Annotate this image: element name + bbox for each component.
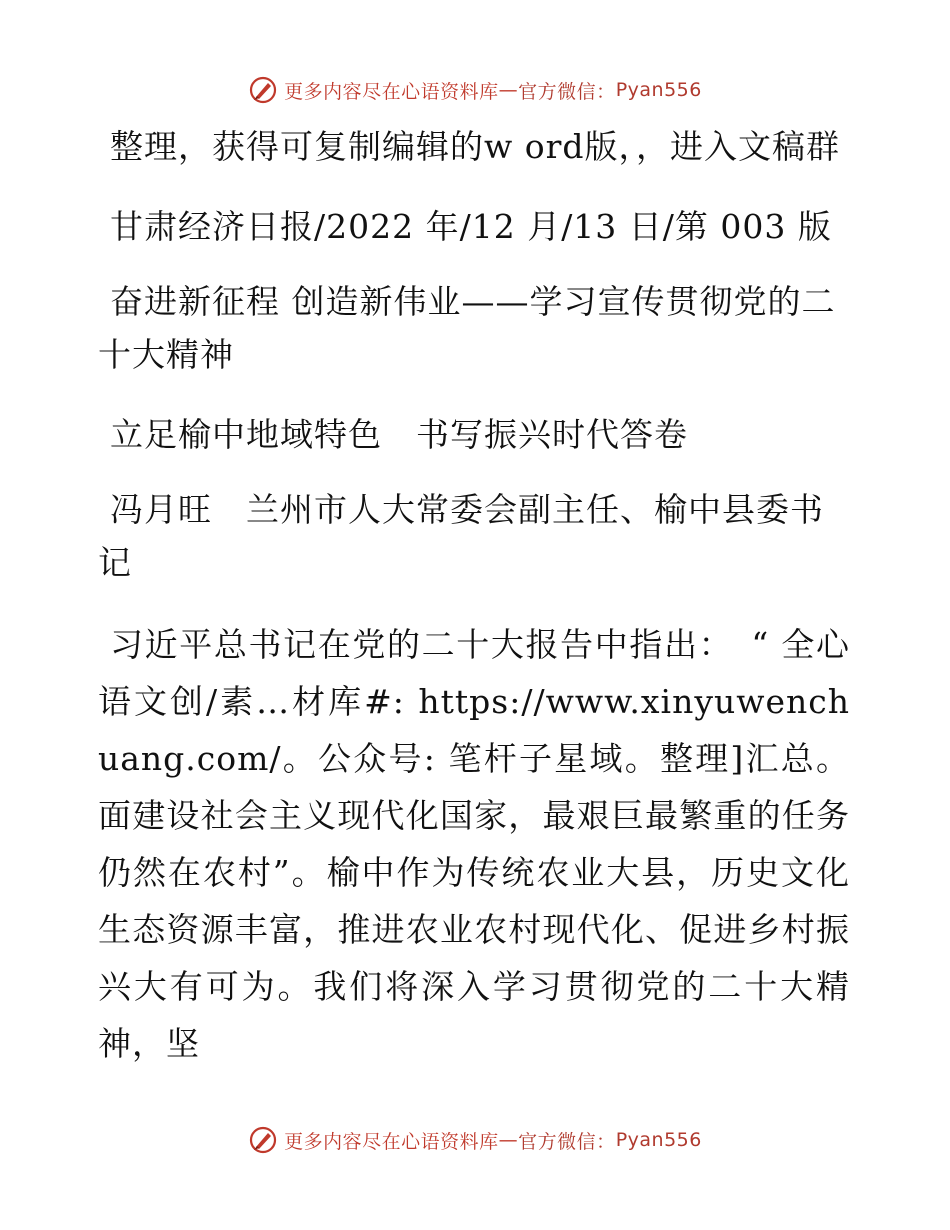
banner-text: 更多内容尽在心语资料库 xyxy=(284,80,499,103)
banner-wechat-id: Pyan556 xyxy=(615,1129,702,1151)
column-heading: 奋进新征程 创造新伟业——学习宣传贯彻党的二十大精神 xyxy=(98,282,836,374)
banner-wechat-label: 官方微信： xyxy=(518,80,616,103)
quill-logo-icon xyxy=(248,1125,278,1155)
banner-separator: — xyxy=(498,79,519,101)
banner-wechat-id: Pyan556 xyxy=(615,79,702,101)
footer-banner xyxy=(0,1120,950,1160)
header-banner xyxy=(0,70,950,110)
banner-separator: — xyxy=(498,1129,519,1151)
source-line: 甘肃经济日报/2022 年/12 月/13 日/第 003 版 xyxy=(110,207,832,246)
banner-wechat-label: 官方微信： xyxy=(518,1130,616,1153)
quill-logo-icon xyxy=(248,75,278,105)
intro-paragraph: 整理，获得可复制编辑的w ord版，，进入文稿群 xyxy=(110,127,841,166)
author-line: 冯月旺 兰州市人大常委会副主任、榆中县委书记 xyxy=(98,490,824,582)
article-title: 立足榆中地域特色 书写振兴时代答卷 xyxy=(110,415,688,454)
banner-text: 更多内容尽在心语资料库 xyxy=(284,1130,499,1153)
document-content xyxy=(98,120,850,1072)
body-paragraph: 习近平总书记在党的二十大报告中指出： “ 全心语文创/素…材库#: https://www.xinyuwenchuang.com/。公众号: 笔杆子星域。整理]汇总。面建设社会主义现代化国家，最艰巨最繁重的任务仍然在农村”。榆中作为传统农业大县，历史文化生态资源丰富，推进农业农村现代化、促进乡村振兴大有可为。我们将深入学习贯彻党的二十大精神，坚 xyxy=(98,625,850,1063)
